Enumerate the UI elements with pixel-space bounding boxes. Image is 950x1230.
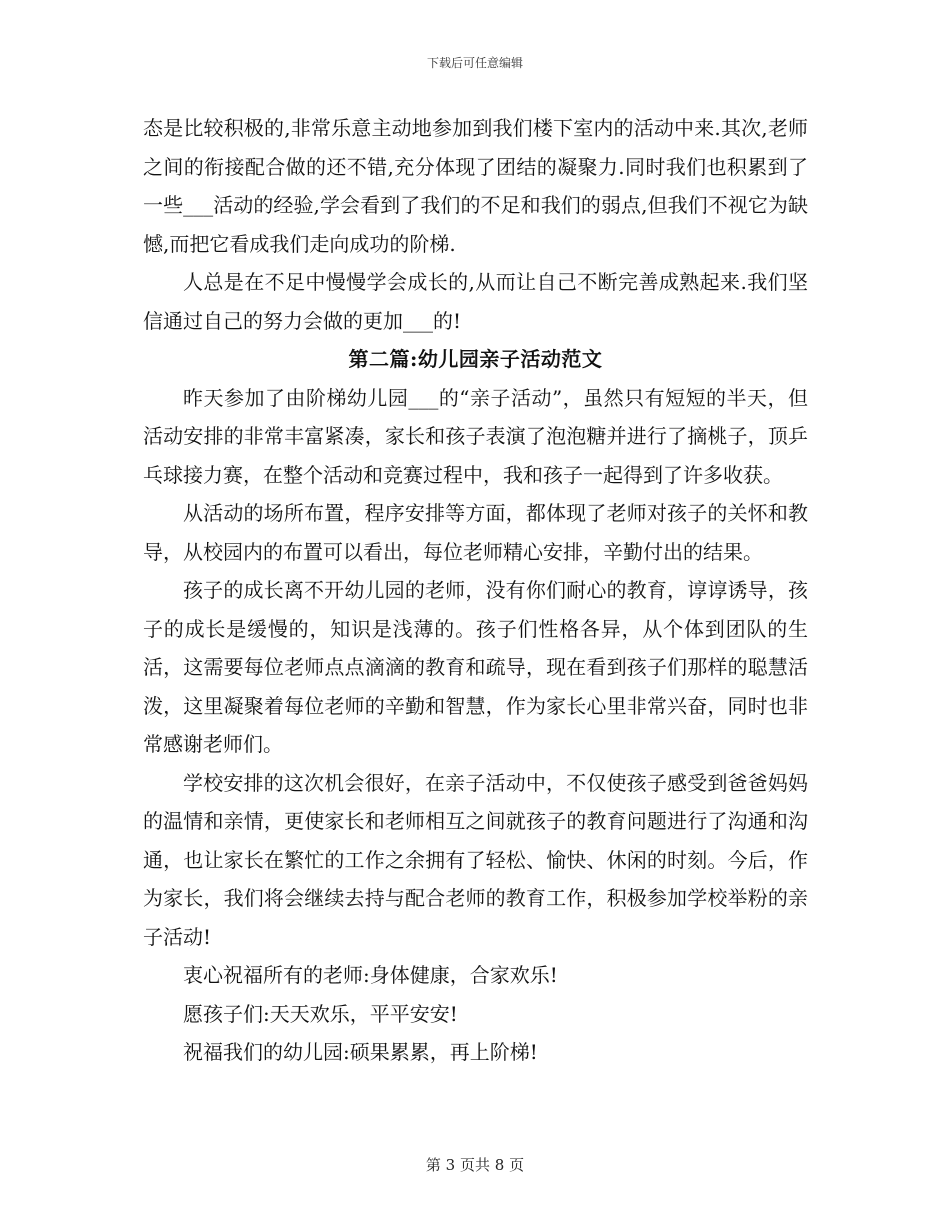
paragraph: 昨天参加了由阶梯幼儿园___的“亲子活动”，虽然只有短短的半天，但活动安排的非常丰富紧凑，家长和孩子表演了泡泡糖并进行了摘桃子，顶乒乓球接力赛，在整个活动和竞赛过程中，我和孩子一起得到了许多收获。 [143,385,808,487]
blessing-line: 愿孩子们:天天欢乐，平平安安! [183,1001,458,1026]
document-body [143,109,808,1072]
section-title: 第二篇:幼儿园亲子活动范文 [348,347,603,371]
blessing-line: 衷心祝福所有的老师:身体健康，合家欢乐! [183,963,558,987]
paragraph: 学校安排的这次机会很好，在亲子活动中，不仅使孩子感受到爸爸妈妈的温情和亲情，更使家长和老师相互之间就孩子的教育问题进行了沟通和沟通，也让家长在繁忙的工作之余拥有了轻松、愉快、休闲的时刻。今后，作为家长，我们将会继续去持与配合老师的教育工作，积极参加学校举粉的亲子活动! [143,770,808,949]
paragraph: 从活动的场所布置，程序安排等方面，都体现了老师对孩子的关怀和教导，从校园内的布置可以看出，每位老师精心安排，辛勤付出的结果。 [143,501,808,564]
blessing-line: 祝福我们的幼儿园:硕果累累，再上阶梯! [183,1040,538,1064]
paragraph: 孩子的成长离不开幼儿园的老师，没有你们耐心的教育，谆谆诱导，孩子的成长是缓慢的，知识是浅薄的。孩子们性格各异，从个体到团队的生活，这需要每位老师点点滴滴的教育和疏导，现在看到孩子们那样的聪慧活泼，这里凝聚着每位老师的辛勤和智慧，作为家长心里非常兴奋，同时也非常感谢老师们。 [143,578,808,756]
paragraph: 人总是在不足中慢慢学会成长的,从而让自己不断完善成熟起来.我们坚信通过自己的努力会做的更加___的! [143,270,808,333]
page-number: 第 3 页共 8 页 [425,1156,525,1174]
page-header: 下载后可任意编辑 [426,56,523,70]
paragraph-continuation: 态是比较积极的,非常乐意主动地参加到我们楼下室内的活动中来.其次,老师之间的衔接配合做的还不错,充分体现了团结的凝聚力.同时我们也积累到了一些___活动的经验,学会看到了我们的不足和我们的弱点,但我们不视它为缺憾,而把它看成我们走向成功的阶梯. [143,116,808,256]
